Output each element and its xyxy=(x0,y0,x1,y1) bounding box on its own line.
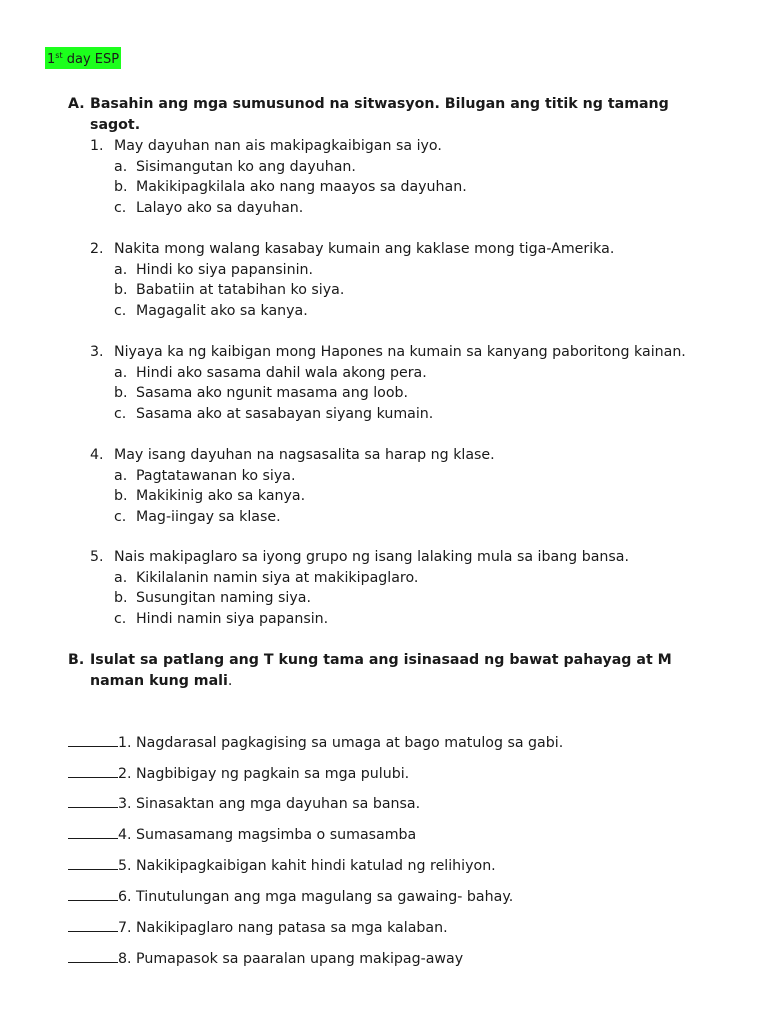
choice-text: Pagtatawanan ko siya. xyxy=(136,467,296,484)
statement-text: 7. Nakikipaglaro nang patasa sa mga kalaban. xyxy=(118,920,448,936)
section-b-instruction-end: . xyxy=(227,673,233,689)
choice-option[interactable] xyxy=(90,260,730,281)
statement-text: 2. Nagbibigay ng pagkain sa mga pulubi. xyxy=(118,766,410,782)
choice-option[interactable] xyxy=(90,507,730,528)
choice-option[interactable] xyxy=(90,363,730,384)
statement-item xyxy=(68,793,420,814)
answer-blank[interactable] xyxy=(68,763,118,778)
question-number: 5. xyxy=(90,549,104,565)
answer-blank[interactable] xyxy=(68,793,118,808)
statement-item xyxy=(68,948,463,969)
choice-option[interactable] xyxy=(90,157,730,178)
question-text: Niyaya ka ng kaibigan mong Hapones na kumain sa kanyang paboritong kainan. xyxy=(114,344,686,360)
day-tag-sup: st xyxy=(55,51,63,60)
statement-text: 3. Sinasaktan ang mga dayuhan sa bansa. xyxy=(118,796,421,812)
choice-option[interactable] xyxy=(90,588,730,609)
statement-text: 4. Sumasamang magsimba o sumasamba xyxy=(118,827,417,843)
choice-text: Magagalit ako sa kanya. xyxy=(136,302,308,319)
statement-item xyxy=(68,917,448,938)
statement-item xyxy=(68,855,496,876)
choice-text: Sisimangutan ko ang dayuhan. xyxy=(136,158,356,175)
choice-option[interactable] xyxy=(90,486,730,507)
answer-blank[interactable] xyxy=(68,917,118,932)
choice-letter: c. xyxy=(114,199,127,216)
choice-letter: c. xyxy=(114,508,127,525)
choice-text: Mag-iingay sa klase. xyxy=(136,508,281,525)
answer-blank[interactable] xyxy=(68,824,118,839)
answer-blank[interactable] xyxy=(68,948,118,963)
choice-text: Babatiin at tatabihan ko siya. xyxy=(136,282,345,299)
choice-letter: b. xyxy=(114,590,128,607)
statement-item xyxy=(68,886,513,907)
question-stem xyxy=(90,342,730,363)
choice-option[interactable] xyxy=(90,177,730,198)
choice-text: Hindi ako sasama dahil wala akong pera. xyxy=(136,364,427,381)
day-tag-number: 1 xyxy=(47,52,56,67)
choice-text: Lalayo ako sa dayuhan. xyxy=(136,199,304,216)
question-stem xyxy=(90,445,730,466)
choice-text: Sasama ako at sasabayan siyang kumain. xyxy=(136,405,434,422)
choice-option[interactable] xyxy=(90,466,730,487)
day-tag xyxy=(45,47,121,69)
choice-letter: a. xyxy=(114,158,128,175)
question-number: 1. xyxy=(90,138,104,154)
section-b-heading xyxy=(68,650,708,692)
choice-option[interactable] xyxy=(90,609,730,630)
choice-letter: b. xyxy=(114,385,128,402)
section-a-heading xyxy=(68,94,708,136)
choice-letter: a. xyxy=(114,467,128,484)
statement-text: 6. Tinutulungan ang mga magulang sa gawaing- bahay. xyxy=(118,889,514,905)
section-b-letter: B. xyxy=(68,652,85,668)
statement-text: 1. Nagdarasal pagkagising sa umaga at bago matulog sa gabi. xyxy=(118,735,564,751)
question-5 xyxy=(90,547,730,629)
choice-letter: b. xyxy=(114,179,128,196)
statement-text: 8. Pumapasok sa paaralan upang makipag-away xyxy=(118,951,464,967)
choice-option[interactable] xyxy=(90,280,730,301)
question-number: 2. xyxy=(90,241,104,257)
question-1 xyxy=(90,136,730,218)
choice-letter: b. xyxy=(114,282,128,299)
choice-text: Hindi namin siya papansin. xyxy=(136,610,329,627)
choice-letter: a. xyxy=(114,569,128,586)
section-b-instruction-wrap xyxy=(90,650,708,692)
choice-letter: b. xyxy=(114,488,128,505)
choice-letter: c. xyxy=(114,610,127,627)
question-text: May dayuhan nan ais makipagkaibigan sa iyo. xyxy=(114,138,442,154)
statement-item xyxy=(68,763,409,784)
statement-item xyxy=(68,824,416,845)
question-4 xyxy=(90,445,730,527)
question-text: Nakita mong walang kasabay kumain ang kaklase mong tiga-Amerika. xyxy=(114,241,615,257)
question-3 xyxy=(90,342,730,424)
choice-letter: c. xyxy=(114,302,127,319)
answer-blank[interactable] xyxy=(68,855,118,870)
question-stem xyxy=(90,547,730,568)
choice-option[interactable] xyxy=(90,198,730,219)
choice-option[interactable] xyxy=(90,404,730,425)
choice-letter: c. xyxy=(114,405,127,422)
choice-text: Sasama ako ngunit masama ang loob. xyxy=(136,385,409,402)
choice-option[interactable] xyxy=(90,383,730,404)
statement-text: 5. Nakikipagkaibigan kahit hindi katulad ng relihiyon. xyxy=(118,858,496,874)
choice-letter: a. xyxy=(114,364,128,381)
question-number: 4. xyxy=(90,447,104,463)
choice-text: Susungitan naming siya. xyxy=(136,590,311,607)
statement-item xyxy=(68,732,563,753)
question-text: Nais makipaglaro sa iyong grupo ng isang lalaking mula sa ibang bansa. xyxy=(114,549,629,565)
choice-text: Hindi ko siya papansinin. xyxy=(136,261,314,278)
choice-text: Kikilalanin namin siya at makikipaglaro. xyxy=(136,569,419,586)
question-number: 3. xyxy=(90,344,104,360)
question-stem xyxy=(90,136,730,157)
answer-blank[interactable] xyxy=(68,886,118,901)
section-a-instruction: Basahin ang mga sumusunod na sitwasyon. Bilugan ang titik ng tamang sagot. xyxy=(90,96,669,133)
question-stem xyxy=(90,239,730,260)
day-tag-text: day ESP xyxy=(62,52,120,67)
choice-text: Makikinig ako sa kanya. xyxy=(136,488,306,505)
section-a-letter: A. xyxy=(68,96,85,112)
choice-letter: a. xyxy=(114,261,128,278)
question-text: May isang dayuhan na nagsasalita sa harap ng klase. xyxy=(114,447,495,463)
answer-blank[interactable] xyxy=(68,732,118,747)
choice-option[interactable] xyxy=(90,568,730,589)
choice-option[interactable] xyxy=(90,301,730,322)
choice-text: Makikipagkilala ako nang maayos sa dayuhan. xyxy=(136,179,467,196)
question-2 xyxy=(90,239,730,321)
section-b-instruction: Isulat sa patlang ang T kung tama ang isinasaad ng bawat pahayag at M naman kung mali xyxy=(90,652,672,689)
